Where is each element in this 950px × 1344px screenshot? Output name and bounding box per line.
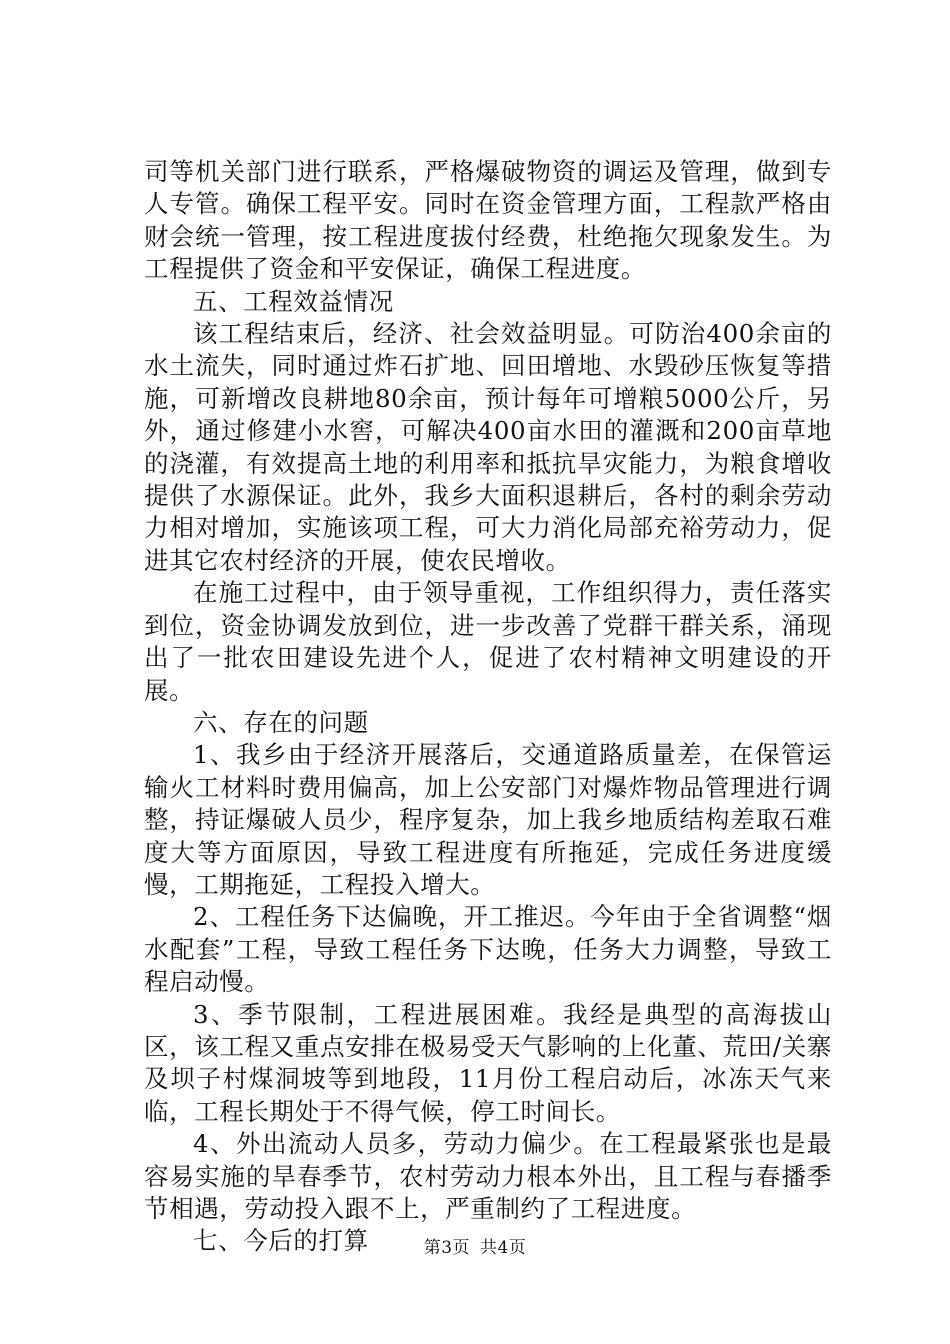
paragraph-construction-process: 在施工过程中，由于领导重视，工作组织得力，责任落实到位，资金协调发放到位，进一步改善了党群干群关系，涌现出了一批农田建设先进个人，促进了农村精神文明建设的开展。 (144, 578, 832, 705)
page-total: 共4页 (479, 1238, 527, 1258)
page-footer (0, 1236, 950, 1260)
paragraph-problem-2: 2、工程任务下达偏晚，开工推迟。今年由于全省调整“烟水配套”工程，导致工程任务下达晚，任务大力调整，导致工程启动慢。 (144, 902, 832, 997)
page-number: 第3页 (423, 1238, 471, 1258)
paragraph-continuation: 司等机关部门进行联系，严格爆破物资的调运及管理，做到专人专管。确保工程平安。同时在资金管理方面，工程款严格由财会统一管理，按工程进度拔付经费，杜绝拖欠现象发生。为工程提供了资金和平安保证，确保工程进度。 (144, 157, 832, 284)
paragraph-problem-3: 3、季节限制，工程进展困难。我经是典型的高海拔山区，该工程又重点安排在极易受天气影响的上化董、荒田/关寨及坝子村煤洞坡等到地段，11月份工程启动后，冰冻天气来临，工程长期处于不得气候，停工时间长。 (144, 999, 832, 1126)
paragraph-problem-4: 4、外出流动人员多，劳动力偏少。在工程最紧张也是最容易实施的旱春季节，农村劳动力根本外出，且工程与春播季节相遇，劳动投入跟不上，严重制约了工程进度。 (144, 1129, 832, 1223)
paragraph-benefits: 该工程结束后，经济、社会效益明显。可防治400余亩的水土流失，同时通过炸石扩地、回田增地、水毁砂压恢复等措施，可新增改良耕地80余亩，预计每年可增粮5000公斤，另外，通过修建小水窖，可解决400亩水田的灌溉和200亩草地的浇灌，有效提高土地的利用率和抵抗旱灾能力，为粮食增收提供了水源保证。此外，我乡大面积退耕后，各村的剩余劳动力相对增加，实施该项工程，可大力消化局部充裕劳动力，促进其它农村经济的开展，使农民增收。 (144, 319, 832, 575)
section-heading-problems: 六、存在的问题 (193, 707, 369, 737)
document-body (144, 156, 832, 1258)
paragraph-problem-1: 1、我乡由于经济开展落后，交通道路质量差，在保管运输火工材料时费用偏高，加上公安部门对爆炸物品管理进行调整，持证爆破人员少，程序复杂，加上我乡地质结构差取石难度大等方面原因，导致工程进度有所拖延，完成任务进度缓慢，工期拖延，工程投入增大。 (144, 740, 832, 899)
section-heading-plans: 七、今后的打算 (193, 1226, 369, 1256)
section-heading-benefits: 五、工程效益情况 (193, 286, 394, 316)
